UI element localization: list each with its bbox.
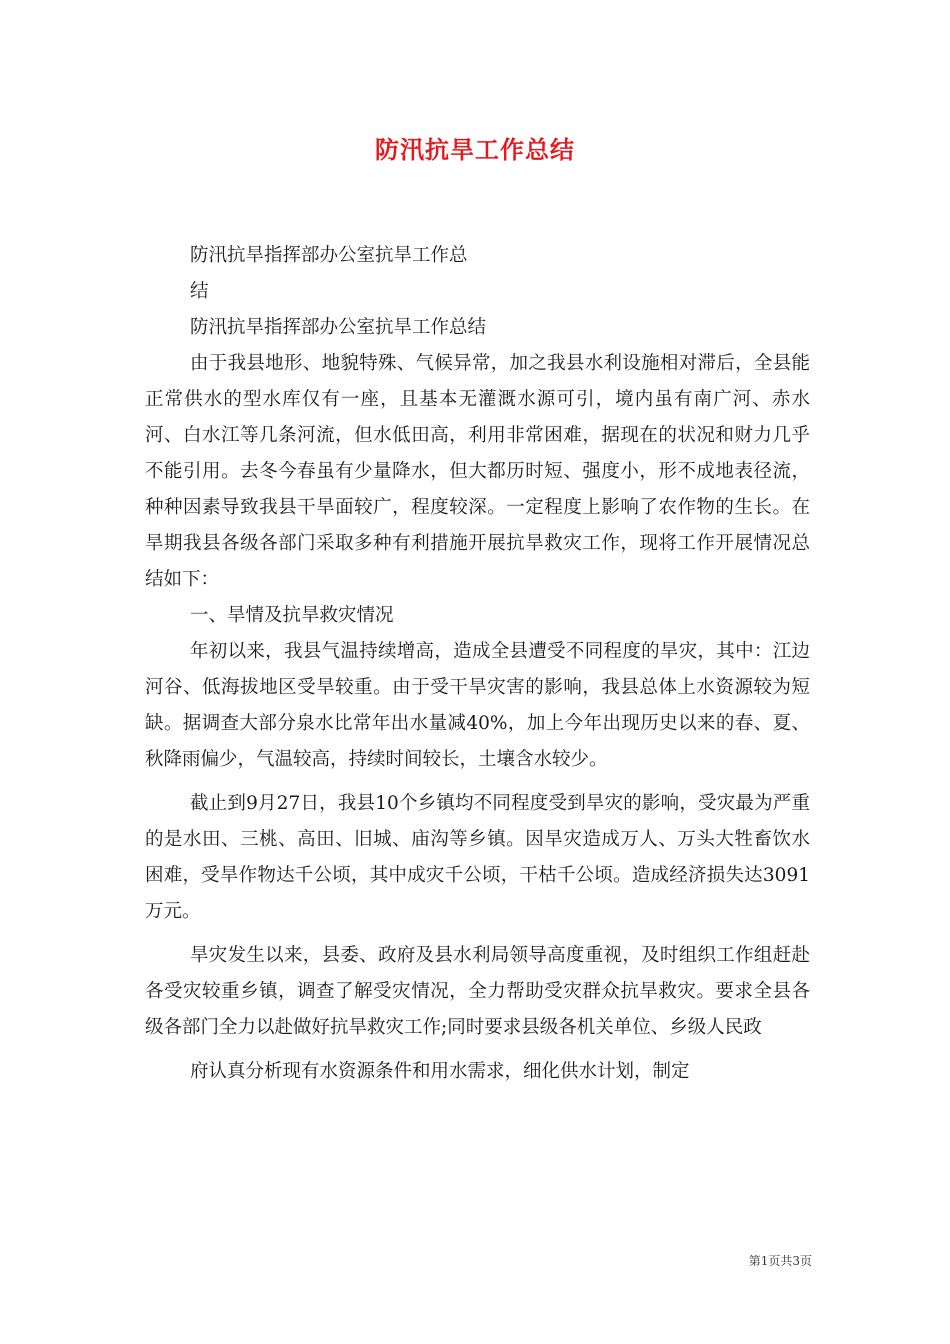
paragraph: 由于我县地形、地貌特殊、气候异常，加之我县水利设施相对滞后，全县能正常供水的型水库仅有一座，且基本无灌溉水源可引，境内虽有南广河、赤水河、白水江等几条河流，但水低田高，利用非常困难，据现在的状况和财力几乎不能引用。去冬今春虽有少量降水，但大都历时短、强度小，形不成地表径流，种种因素导致我县干旱面较广，程度较深。一定程度上影响了农作物的生长。在旱期我县各级各部门采取多种有利措施开展抗旱救灾工作，现将工作开展情况总结如下： — [145, 353, 810, 590]
paragraph: 府认真分析现有水资源条件和用水需求，细化供水计划，制定 — [190, 1061, 690, 1082]
document-body — [145, 238, 810, 1090]
page-indicator: 第1页共3页 — [748, 1254, 812, 1268]
paragraph: 旱灾发生以来，县委、政府及县水利局领导高度重视，及时组织工作组赶赴各受灾较重乡镇，调查了解受灾情况，全力帮助受灾群众抗旱救灾。要求全县各级各部门全力以赴做好抗旱救灾工作;同时要求县级各机关单位、乡级人民政 — [145, 945, 810, 1038]
section-heading: 一、旱情及抗旱救灾情况 — [190, 605, 394, 626]
paragraph: 截止到9月27日，我县10个乡镇均不同程度受到旱灾的影响，受灾最为严重的是水田、三桃、高田、旧城、庙沟等乡镇。因旱灾造成万人、万头大牲畜饮水困难，受旱作物达千公顷，其中成灾千公顷，干枯千公顷。造成经济损失达3091万元。 — [145, 793, 810, 922]
document-title: 防汛抗旱工作总结 — [375, 135, 575, 164]
heading-line-1: 防汛抗旱指挥部办公室抗旱工作总 — [190, 245, 468, 266]
heading-line-2: 结 — [190, 281, 209, 302]
paragraph: 年初以来，我县气温持续增高，造成全县遭受不同程度的旱灾，其中：江边河谷、低海拔地区受旱较重。由于受干旱灾害的影响，我县总体上水资源较为短缺。据调查大部分泉水比常年出水量减40%，加上今年出现历史以来的春、夏、秋降雨偏少，气温较高，持续时间较长，土壤含水较少。 — [145, 641, 810, 770]
document-subtitle: 防汛抗旱指挥部办公室抗旱工作总结 — [190, 317, 487, 338]
